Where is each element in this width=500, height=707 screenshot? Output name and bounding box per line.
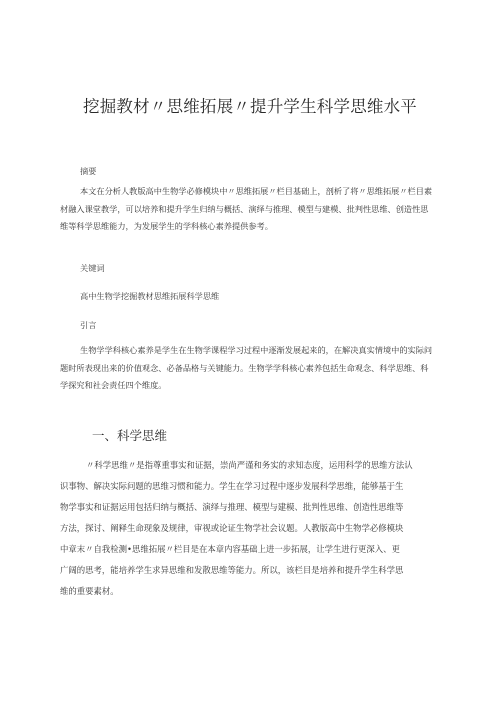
section-paragraph — [60, 455, 444, 602]
abstract-paragraph — [60, 183, 440, 236]
section-line: 方法，探讨、阐释生命现象及规律，审视或论证生物学社会议题。人教版高中生物学必修模块 — [60, 523, 404, 533]
keywords-label: 关键词 — [80, 263, 105, 273]
section-heading: 一、科学思维 — [92, 428, 168, 443]
section-line: 广阔的思考，能培养学生求异思维和发散思维等能力。所以，该栏目是培养和提升学生科学思 — [60, 565, 404, 575]
abstract-line: 本文在分析人教版高中生物学必修模块中〃思维拓展〃栏目基础上，剖析了将〃思维拓展〃栏目素 — [80, 186, 433, 196]
section-line: 〃科学思维〃是指尊重事实和证据，崇尚严谨和务实的求知态度，运用科学的思维方法认 — [86, 460, 413, 470]
section-line: 中章末〃自我检测•思维拓展〃栏目是在本章内容基础上进一步拓展，让学生进行更深入、更 — [60, 544, 400, 554]
keywords-text: 高中生物学挖掘教材思维拓展科学思维 — [80, 291, 220, 301]
intro-line: 生物学学科核心素养是学生在生物学课程学习过程中逐渐发展起来的，在解决真实情境中的实际问 — [80, 345, 433, 355]
intro-line: 题时所表现出来的价值观念、必备品格与关键能力。生物学学科核心素养包括生命观念、科学思维、科 — [60, 362, 429, 373]
intro-paragraph — [60, 342, 440, 395]
abstract-label: 摘要 — [80, 166, 97, 176]
intro-line: 学探究和社会责任四个维度。 — [60, 380, 167, 390]
abstract-line: 材融入课堂教学，可以培养和提升学生归纳与概括、演绎与推理、模型与建模、批判性思维、创造性思 — [60, 203, 429, 214]
paper-title: 挖掘教材〃思维拓展〃提升学生科学思维水平 — [83, 97, 417, 116]
section-line: 物学事实和证据运用包括归纳与概括、演绎与推理、模型与建模、批判性思维、创造性思维等 — [60, 502, 404, 512]
section-line: 识事物、解决实际问题的思维习惯和能力。学生在学习过程中逐步发展科学思维，能够基于生 — [60, 481, 404, 491]
abstract-line: 维等科学思维能力，为发展学生的学科核心素养提供参考。 — [60, 221, 273, 231]
section-line: 维的重要素材。 — [60, 586, 119, 596]
intro-label: 引言 — [80, 320, 97, 330]
